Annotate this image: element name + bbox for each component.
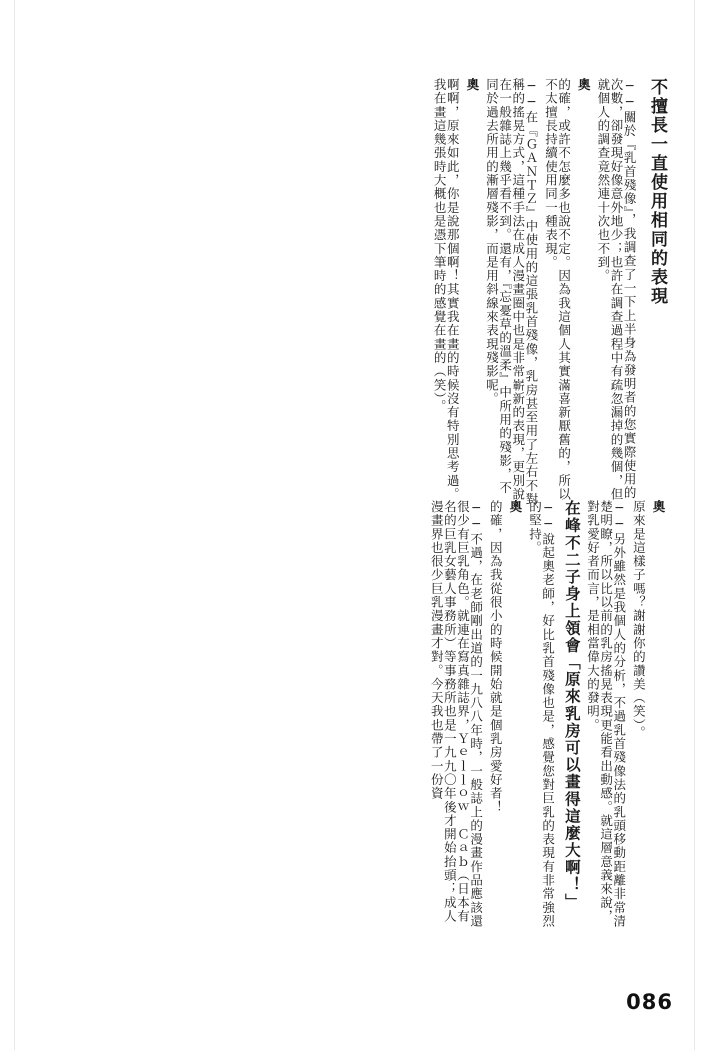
paragraph-answer: 啊啊，原來如此，你是說那個啊！其實我在畫的時候沒有特別思考過。我在畫這幾張時大概也是憑下筆時的感覺在畫的（笑）。 xyxy=(432,78,461,502)
paragraph-question: ──另外雖然是我個人的分析，不過乳首殘像法的乳頭移動距離非常清楚明瞭，所以比以前的乳房搖晃表現更能看出動感。就這層意義來說，對乳愛好者而言，是相當偉大的發明。 xyxy=(585,500,627,929)
paragraph-answer: 的確，或許不怎麼多也說不定。因為我這個人其實滿喜新厭舊的，所以不太擅長持續使用同一種表現。 xyxy=(543,78,572,502)
page-number: 086 xyxy=(626,990,673,1014)
section-subheading-bottom: 在峰不二子身上領會「原來乳房可以畫得這麼大啊！」 xyxy=(562,500,581,911)
page-edge-left xyxy=(14,0,15,1050)
paragraph-answer: 的確，因為我從很小的時候開始就是個乳房愛好者！ xyxy=(488,500,504,814)
article-section-bottom xyxy=(424,500,665,930)
paragraph-question: ──關於『乳首殘像』，我調查了一下上半身為發明者的您實際使用的次數，卻發現好像意外地少；也許在調查過程中有疏忽漏掉的幾個，但就個人的調查竟然連十次也不到。 xyxy=(595,78,638,502)
speaker-label: 奧 xyxy=(576,78,592,92)
paragraph-question: ──不過，在老師剛出道的一九八八年時，一般誌上的漫畫作品應該還很少有巨乳角色。就連在寫真雜誌界，Ｙｅｌｌｏｗ Ｃａｂ（日本有名的巨乳女藝人事務所）等事務所也是一九九〇年後才開始抬頭；成人漫畫界也很少巨乳漫畫才對。今天我也帶了一份資 xyxy=(429,500,484,929)
section-heading-top: 不擅長一直使用相同的表現 xyxy=(647,78,667,306)
speaker-label: 奧 xyxy=(507,500,523,514)
speaker-label: 奧 xyxy=(464,78,480,92)
paragraph-answer: 原來是這樣子嗎？謝謝你的讚美（笑）。 xyxy=(631,500,647,740)
page-edge-right xyxy=(694,0,695,1050)
paragraph-question: ──在『ＧＡＮＴＺ』中使用的這張乳首殘像，乳房甚至用了左右不對稱的搖晃方式，這種手法在成人漫畫圈中也是非常嶄新的表現，更別說在一般雜誌上幾乎看不到。還有，『忘憂草的溫柔』中所用的殘影，不同於過去所用的漸層殘影，而是用斜線來表現殘影呢。 xyxy=(484,78,539,507)
paragraph-question: ──說起奧老師，好比乳首殘像也是，感覺您對巨乳的表現有非常強烈的堅持。 xyxy=(527,500,556,929)
article-section-top xyxy=(427,78,665,508)
speaker-label: 奧 xyxy=(651,500,666,514)
